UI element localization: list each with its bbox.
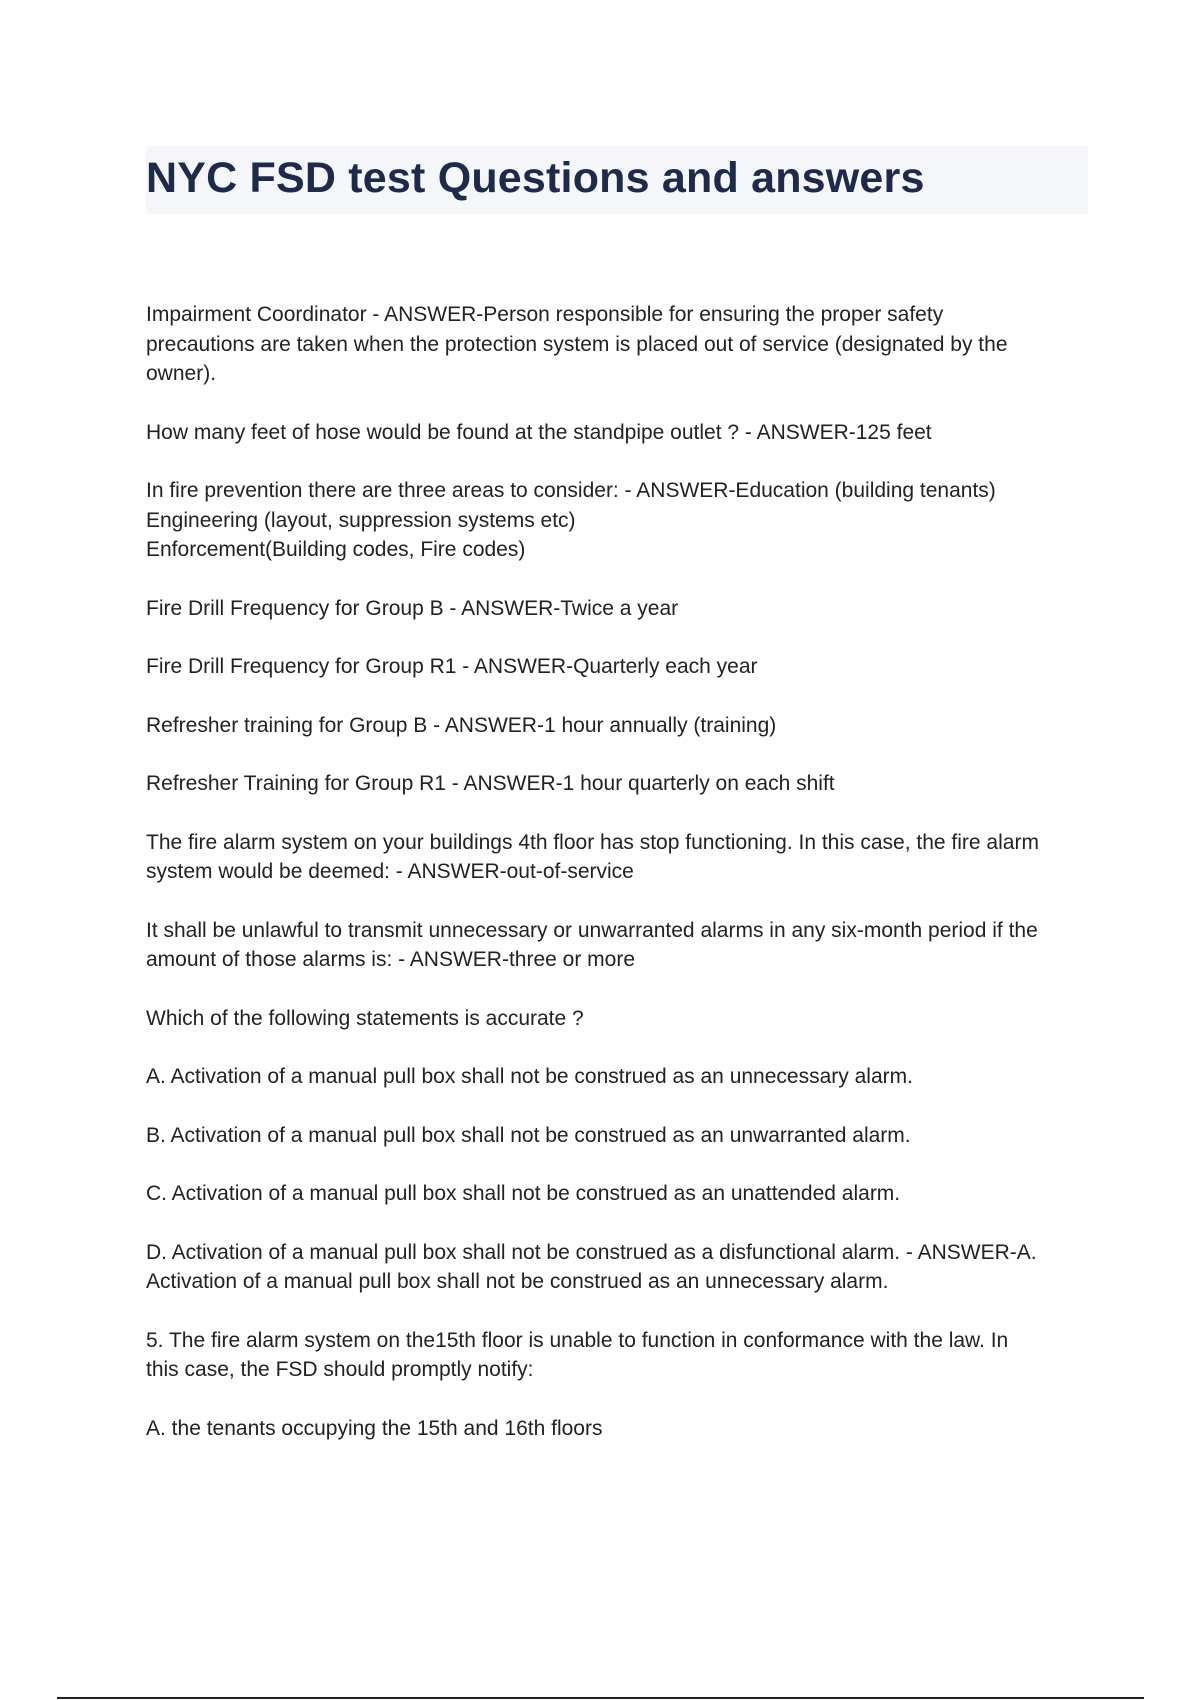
document-body xyxy=(146,300,1096,1472)
qa-paragraph: Impairment Coordinator - ANSWER-Person responsible for ensuring the proper safety precautions are taken when the protection system is placed out of service (designated by the owner). xyxy=(146,303,1008,385)
qa-paragraph: It shall be unlawful to transmit unnecessary or unwarranted alarms in any six-month period if the amount of those alarms is: - ANSWER-three or more xyxy=(146,918,1038,971)
title-banner xyxy=(146,146,1088,214)
footer-rule xyxy=(57,1697,1144,1699)
qa-paragraph: How many feet of hose would be found at the standpipe outlet ? - ANSWER-125 feet xyxy=(146,420,932,444)
document-title: NYC FSD test Questions and answers xyxy=(146,154,925,202)
option-paragraph: B. Activation of a manual pull box shall not be construed as an unwarranted alarm. xyxy=(146,1123,911,1147)
question-paragraph: 5. The fire alarm system on the15th floor is unable to function in conformance with the law. In this case, the FSD should promptly notify: xyxy=(146,1328,1009,1381)
qa-paragraph: Refresher Training for Group R1 - ANSWER-1 hour quarterly on each shift xyxy=(146,772,835,795)
qa-paragraph: In fire prevention there are three areas to consider: - ANSWER-Education (building tenants) Engineering (layout, suppression systems etc) Enforcement(Building codes, Fire codes) xyxy=(146,479,996,561)
option-paragraph: A. Activation of a manual pull box shall not be construed as an unnecessary alarm. xyxy=(146,1065,913,1088)
option-paragraph: C. Activation of a manual pull box shall not be construed as an unattended alarm. xyxy=(146,1182,901,1205)
qa-paragraph: The fire alarm system on your buildings 4th floor has stop functioning. In this case, the fire alarm system would be deemed: - ANSWER-out-of-service xyxy=(146,830,1039,883)
qa-paragraph: Fire Drill Frequency for Group R1 - ANSWER-Quarterly each year xyxy=(146,655,758,678)
qa-paragraph: Refresher training for Group B - ANSWER-1 hour annually (training) xyxy=(146,713,777,737)
option-answer-paragraph: D. Activation of a manual pull box shall not be construed as a disfunctional alarm. - ANSWER-A. Activation of a manual pull box shall not be construed as an unnecessary alarm. xyxy=(146,1240,1037,1293)
question-paragraph: Which of the following statements is accurate ? xyxy=(146,1006,584,1030)
qa-paragraph: Fire Drill Frequency for Group B - ANSWER-Twice a year xyxy=(146,596,679,620)
option-paragraph: A. the tenants occupying the 15th and 16th floors xyxy=(146,1416,603,1440)
